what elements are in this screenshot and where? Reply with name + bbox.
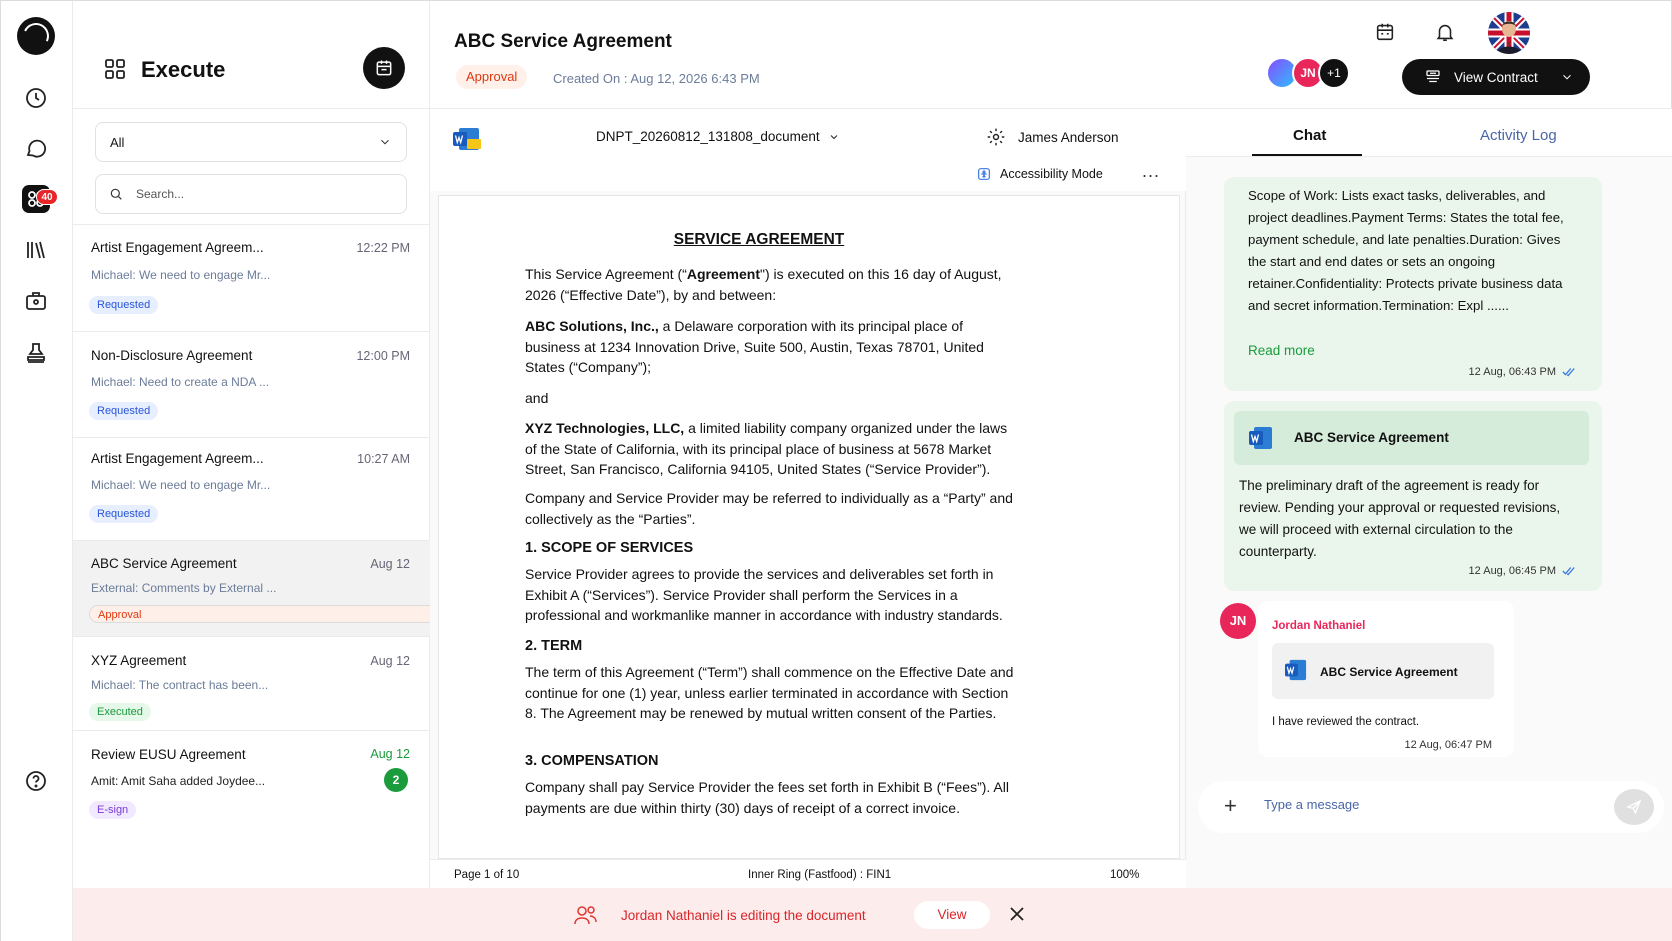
section-heading: 3. COMPENSATION [525, 753, 659, 769]
help-icon[interactable] [23, 768, 49, 794]
list-item[interactable] [73, 332, 430, 438]
chat-message [1224, 401, 1602, 591]
editing-message: Jordan Nathaniel is editing the document [621, 908, 866, 923]
avatar[interactable]: JN [1220, 603, 1256, 639]
word-icon [1248, 426, 1274, 450]
message-text: I have reviewed the contract. [1272, 716, 1420, 728]
status-badge: Requested [89, 505, 158, 523]
document-paragraph: Company and Service Provider may be referred to individually as a “Party” and collectively as the “Parties”. [525, 490, 1013, 527]
font-indicator: Inner Ring (Fastfood) : FIN1 [748, 869, 892, 881]
page-title: ABC Service Agreement [454, 31, 672, 52]
list-header [73, 1, 430, 109]
document-paragraph: Service Provider agrees to provide the services and deliverables set forth in Exhibit A (“Services”). Service Provider shall perform the Services in a professional and workmanlike manner in accordance with industry standards. [525, 566, 1003, 623]
chat-panel [1186, 109, 1672, 888]
item-preview: Amit: Amit Saha added Joydee... [91, 774, 266, 788]
filter-select[interactable] [95, 122, 407, 162]
search-input[interactable] [136, 187, 386, 201]
chat-icon[interactable] [23, 135, 49, 161]
accessibility-mode-button[interactable] [976, 166, 1103, 182]
message-text: Scope of Work: Lists exact tasks, deliverables, and project deadlines.Payment Terms: States the total fee, payment schedule, and late penalties.Duration: Gives the start and end dates or sets an ongoing retainer.Confidentiality: Protects private business data and secret information.Termination: Expl ...... [1248, 188, 1564, 313]
stamp-icon[interactable] [23, 340, 49, 366]
close-icon[interactable] [1007, 904, 1029, 926]
more-options-icon[interactable]: ... [1142, 161, 1161, 181]
chat-tabs [1186, 109, 1672, 157]
accessibility-icon [976, 166, 992, 182]
status-badge: E-sign [89, 801, 136, 819]
settings-icon [986, 127, 1006, 147]
status-badge: Requested [89, 402, 158, 420]
item-title: Review EUSU Agreement [91, 747, 246, 762]
file-attachment[interactable] [1272, 643, 1494, 699]
file-name: DNPT_20260812_131808_document [596, 129, 820, 144]
section-title: Execute [141, 57, 226, 82]
notification-badge: 40 [36, 189, 58, 205]
users-icon [573, 904, 599, 926]
library-icon[interactable] [23, 237, 49, 263]
file-name: ABC Service Agreement [1294, 430, 1449, 445]
item-time: Aug 12 [370, 557, 410, 571]
calendar-icon[interactable] [1374, 21, 1398, 45]
section-heading: 1. SCOPE OF SERVICES [525, 540, 694, 556]
plus-icon[interactable]: + [1224, 793, 1237, 818]
status-badge: Executed [89, 703, 151, 721]
avatar[interactable] [1488, 12, 1530, 54]
file-name-dropdown[interactable] [596, 129, 840, 144]
item-preview: Michael: The contract has been... [91, 678, 269, 692]
document-paragraph: and [525, 390, 549, 406]
status-badge: Requested [89, 296, 158, 314]
chevron-down-icon [378, 135, 392, 149]
list-item-selected[interactable] [73, 541, 430, 637]
list-item[interactable] [73, 731, 430, 843]
item-title: Artist Engagement Agreem... [91, 240, 264, 255]
read-more-link[interactable]: Read more [1248, 343, 1315, 358]
chevron-down-icon [1560, 70, 1574, 84]
document-status-bar [430, 859, 1186, 889]
zoom-level[interactable]: 100% [1110, 869, 1140, 881]
status-badge: Approval [456, 65, 527, 89]
calendar-icon [374, 58, 394, 78]
send-icon [1625, 798, 1643, 816]
list-item[interactable] [73, 438, 430, 541]
chevron-down-icon [828, 131, 840, 143]
accessibility-label: Accessibility Mode [1000, 167, 1103, 181]
send-button[interactable] [1614, 789, 1654, 825]
message-text: The preliminary draft of the agreement is ready for review. Pending your approval or requested revisions, we will proceed with external circulation to the counterparty. [1239, 478, 1561, 559]
document-paragraph: The term of this Agreement (“Term”) shall commence on the Effective Date and continue for one (1) year, unless earlier terminated in accordance with Section 8. The Agreement may be renewed by mutual written consent of the Parties. [525, 664, 1014, 721]
unread-count-badge: 2 [384, 768, 408, 792]
message-time: 12 Aug, 06:43 PM [1469, 366, 1576, 378]
tab-activity-log[interactable]: Activity Log [1480, 127, 1557, 144]
filter-value: All [110, 134, 125, 150]
item-time: Aug 12 [370, 654, 410, 668]
check-double-icon [1562, 366, 1576, 378]
briefcase-icon[interactable] [23, 288, 49, 314]
message-time: 12 Aug, 06:47 PM [1404, 739, 1492, 751]
page-indicator: Page 1 of 10 [454, 869, 520, 881]
status-badge: Approval [89, 605, 1672, 623]
list-item[interactable] [73, 226, 430, 332]
item-title: XYZ Agreement [91, 653, 187, 668]
message-composer [1198, 781, 1664, 833]
view-contract-button[interactable] [1402, 59, 1590, 95]
sender-name: Jordan Nathaniel [1272, 620, 1366, 632]
document-paragraph: This Service Agreement (“Agreement") is executed on this 16 day of August, 2026 (“Effective Date”), by and between: [525, 266, 1002, 303]
active-tab-indicator [1252, 154, 1362, 156]
item-preview: Michael: Need to create a NDA ... [91, 375, 270, 389]
document-viewer [430, 109, 1186, 888]
document-paragraph: Company shall pay Service Provider the fees set forth in Exhibit B (“Fees”). All payments are due within thirty (30) days of receipt of a correct invoice. [525, 779, 1009, 816]
item-preview: External: Comments by External ... [91, 581, 277, 595]
view-contract-label: View Contract [1454, 69, 1538, 85]
search-icon [108, 186, 124, 202]
word-icon [1284, 659, 1310, 683]
document-paragraph: XYZ Technologies, LLC, a limited liability company organized under the laws of the State of California, with its principal place of business at 5678 Market Street, San Francisco, California 94105, United States (“Service Provider”). [525, 420, 1008, 477]
item-preview: Michael: We need to engage Mr... [91, 478, 271, 492]
agreement-list [73, 226, 430, 843]
editing-banner [73, 888, 1672, 941]
created-date: Created On : Aug 12, 2026 6:43 PM [553, 71, 760, 86]
message-time: 12 Aug, 06:45 PM [1469, 565, 1576, 577]
check-double-icon [1562, 565, 1576, 577]
message-input[interactable] [1264, 797, 1564, 812]
logo-icon[interactable] [17, 17, 55, 55]
owner-name: James Anderson [1018, 129, 1119, 145]
word-icon [452, 127, 482, 151]
nav-rail [1, 1, 73, 941]
document-paragraph: ABC Solutions, Inc., a Delaware corporation with its principal place of business at 1234 Innovation Drive, Suite 500, Austin, Texas 78701, United States (“Company”); [525, 318, 984, 375]
item-title: Artist Engagement Agreem... [91, 451, 264, 466]
agreement-list-panel [73, 1, 430, 941]
calendar-button[interactable] [363, 47, 405, 89]
document-page [438, 195, 1180, 859]
section-heading: 2. TERM [525, 638, 583, 654]
file-name: ABC Service Agreement [1320, 665, 1458, 679]
document-toolbar [430, 109, 1186, 191]
item-title: ABC Service Agreement [91, 556, 237, 571]
view-button[interactable]: View [914, 901, 990, 929]
divider [73, 224, 430, 225]
grid-icon [103, 57, 127, 81]
item-time: 10:27 AM [357, 452, 410, 466]
contract-icon [1424, 68, 1442, 86]
tab-chat[interactable]: Chat [1293, 127, 1327, 144]
file-attachment[interactable] [1234, 411, 1589, 465]
document-owner[interactable] [986, 127, 1119, 147]
chat-message [1224, 177, 1602, 391]
list-item[interactable] [73, 637, 430, 731]
history-icon[interactable] [23, 85, 49, 111]
chat-message-incoming [1258, 601, 1514, 757]
item-time: 12:22 PM [356, 241, 410, 255]
participant-avatar[interactable]: JN [1292, 57, 1324, 89]
item-time: 12:00 PM [356, 349, 410, 363]
more-participants[interactable]: +1 [1318, 57, 1350, 89]
document-heading: SERVICE AGREEMENT [673, 231, 845, 248]
search-box[interactable] [95, 174, 407, 214]
item-time: Aug 12 [370, 747, 410, 761]
bell-icon[interactable] [1434, 21, 1458, 45]
document-header [430, 1, 1672, 109]
item-preview: Michael: We need to engage Mr... [91, 268, 271, 282]
item-title: Non-Disclosure Agreement [91, 348, 253, 363]
